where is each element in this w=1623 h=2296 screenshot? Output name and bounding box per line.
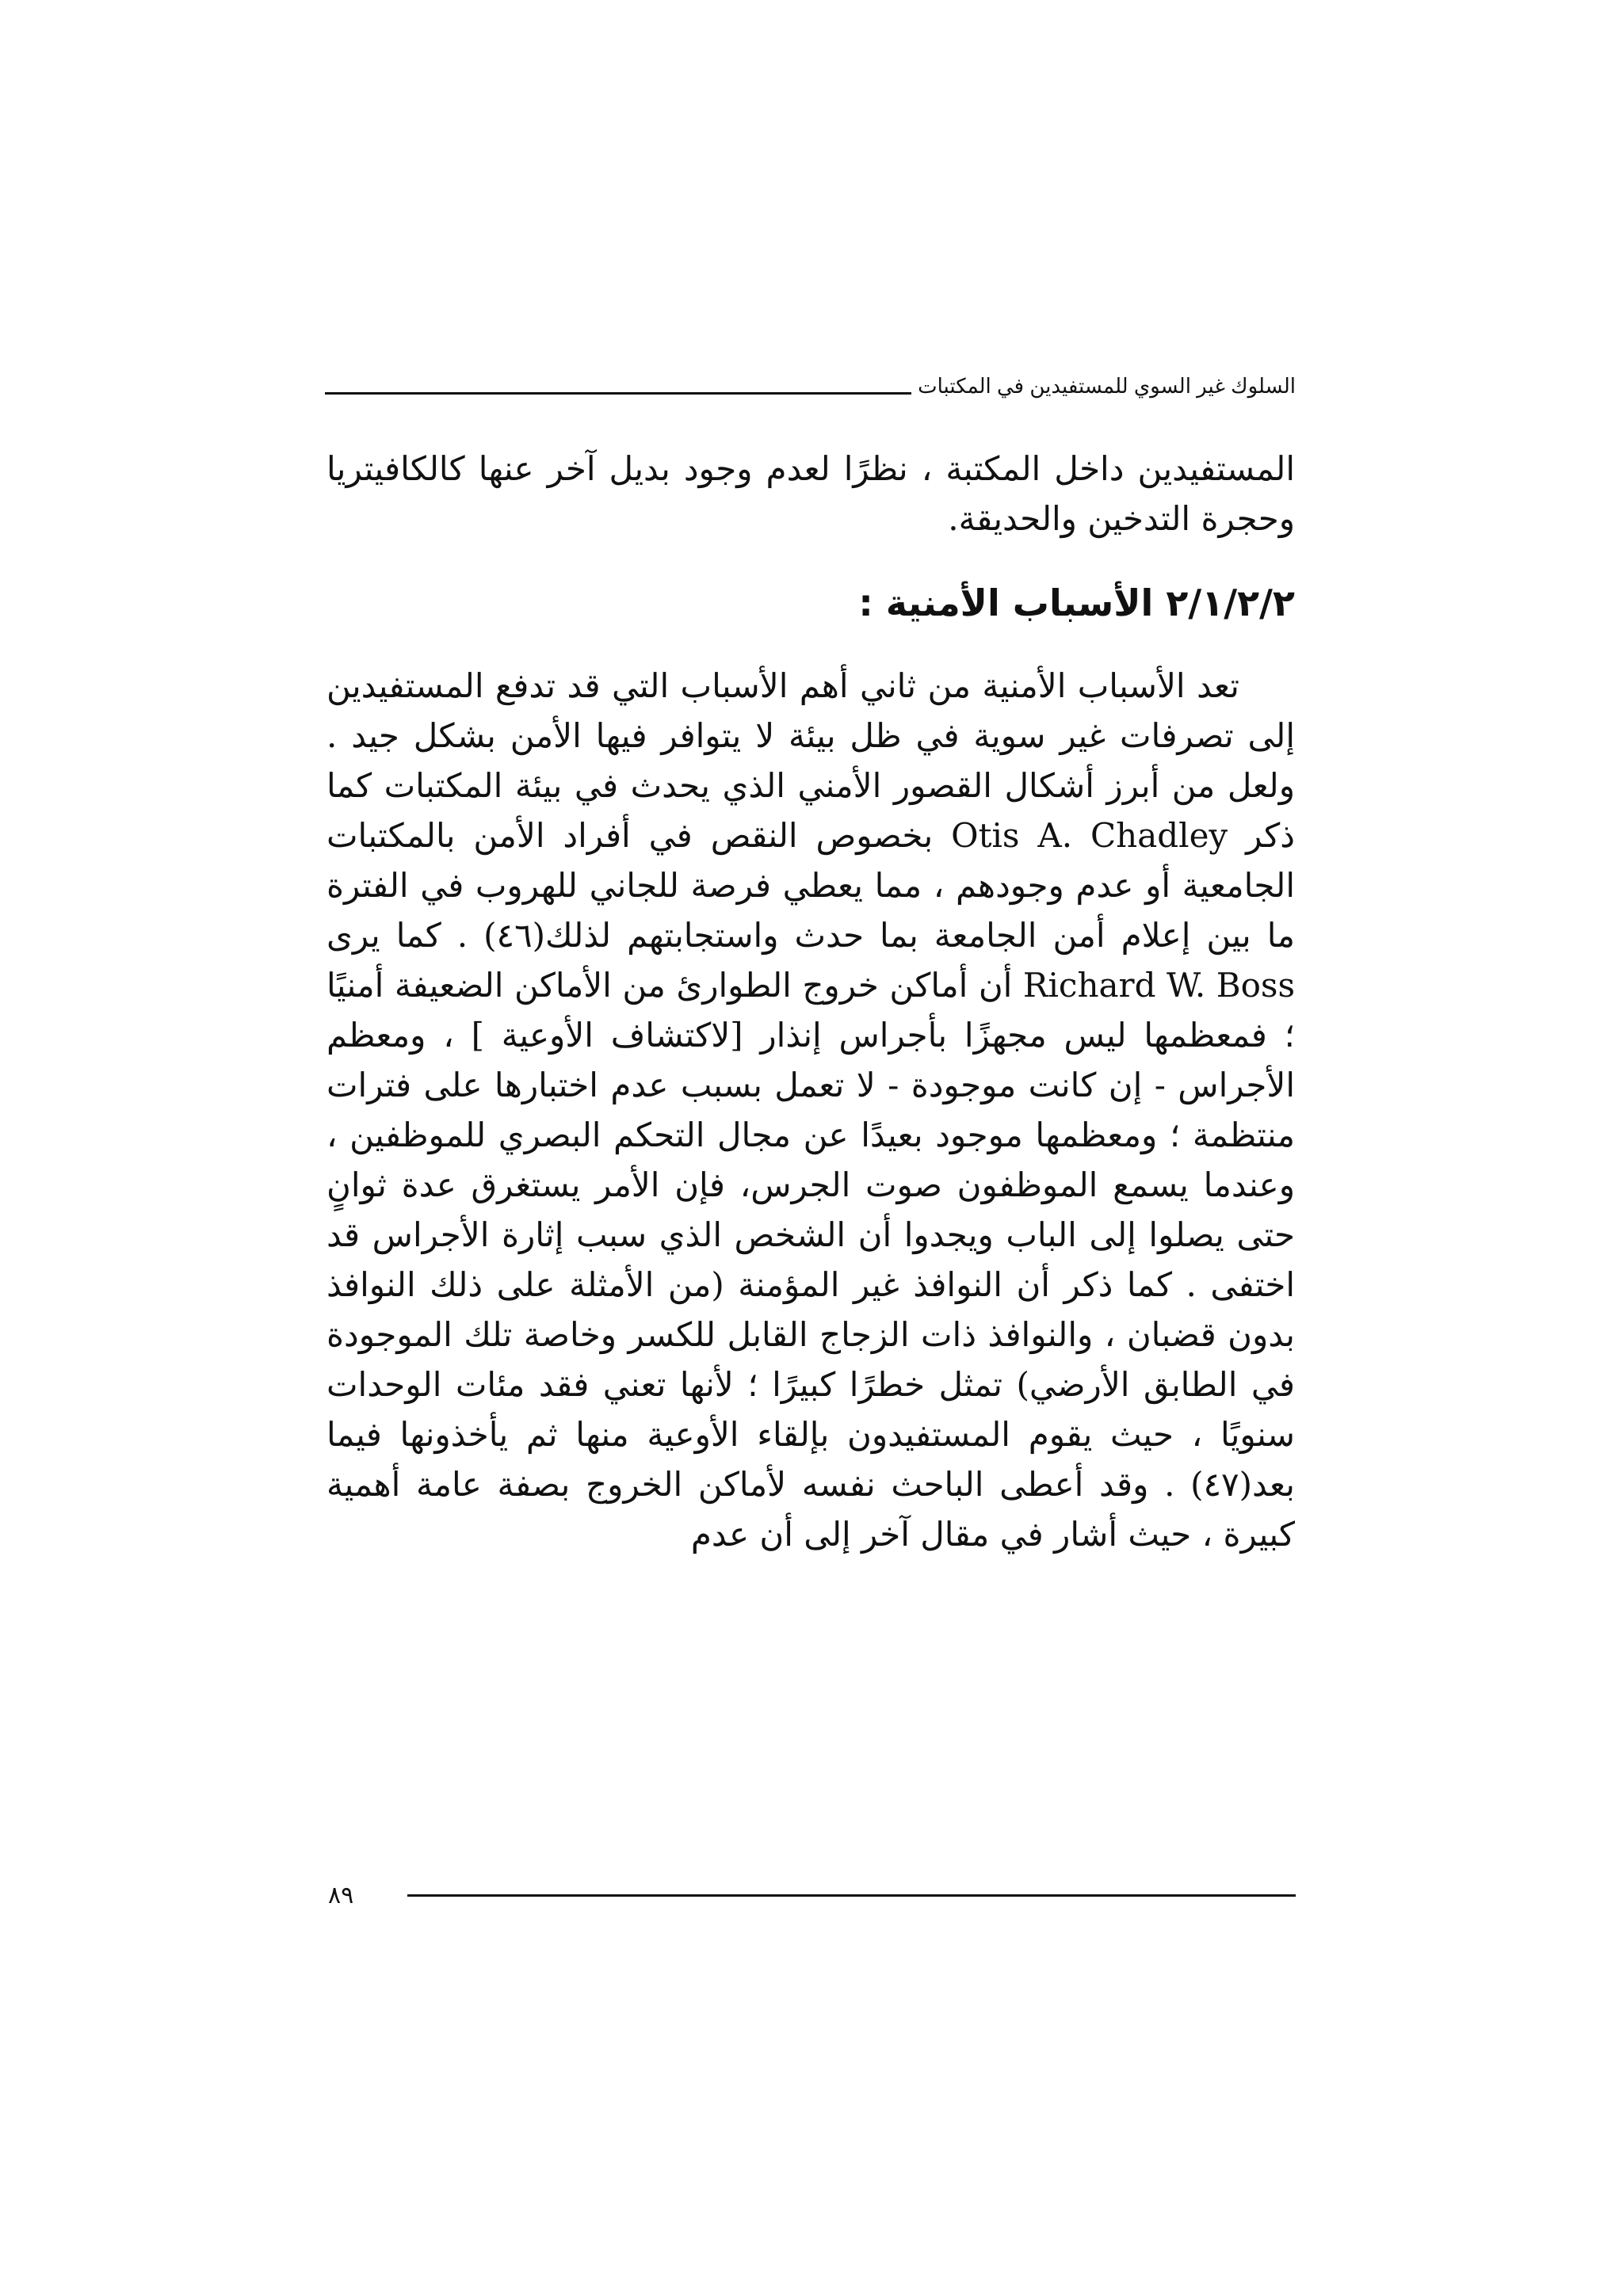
page-content	[327, 444, 1295, 1559]
page-number: ٨٩	[328, 1882, 354, 1909]
running-title: السلوك غير السوي للمستفيدين في المكتبات	[918, 374, 1296, 398]
section-heading: ٢/١/٢/٢ الأسباب الأمنية :	[858, 582, 1295, 624]
header-rule	[325, 392, 911, 395]
lead-paragraph: المستفيدين داخل المكتبة ، نظرًا لعدم وجود بديل آخر عنها كالكافيتريا وحجرة التدخين والحديقة.	[327, 449, 1295, 538]
body-paragraph: تعد الأسباب الأمنية من ثاني أهم الأسباب التي قد تدفع المستفيدين إلى تصرفات غير سوية في ظل بيئة لا يتوافر فيها الأمن بشكل جيد . ولعل من أبرز أشكال القصور الأمني الذي يحدث في بيئة المكتبات كما ذكر Otis A. Chadley بخصوص النقص في أفراد الأمن بالمكتبات الجامعية أو عدم وجودهم ، مما يعطي فرصة للجاني للهروب في الفترة ما بين إعلام أمن الجامعة بما حدث واستجابتهم لذلك(٤٦) . كما يرى Richard W. Boss أن أماكن خروج الطوارئ من الأماكن الضعيفة أمنيًا ؛ فمعظمها ليس مجهزًا بأجراس إنذار [لاكتشاف الأوعية ] ، ومعظم الأجراس - إن كانت موجودة - لا تعمل بسبب عدم اختبارها على فترات منتظمة ؛ ومعظمها موجود بعيدًا عن مجال التحكم البصري للموظفين ، وعندما يسمع الموظفون صوت الجرس، فإن الأمر يستغرق عدة ثوانٍ حتى يصلوا إلى الباب ويجدوا أن الشخص الذي سبب إثارة الأجراس قد اختفى . كما ذكر أن النوافذ غير المؤمنة (من الأمثلة على ذلك النوافذ بدون قضبان ، والنوافذ ذات الزجاج القابل للكسر وخاصة تلك الموجودة في الطابق الأرضي) تمثل خطرًا كبيرًا ؛ لأنها تعني فقد مئات الوحدات سنويًا ، حيث يقوم المستفيدون بإلقاء الأوعية منها ثم يأخذونها فيما بعد(٤٧) . وقد أعطى الباحث نفسه لأماكن الخروج بصفة عامة أهمية كبيرة ، حيث أشار في مقال آخر إلى أن عدم	[327, 666, 1296, 1554]
footer-rule	[407, 1894, 1296, 1897]
running-header	[325, 372, 1296, 399]
page-footer	[325, 1882, 1296, 1909]
